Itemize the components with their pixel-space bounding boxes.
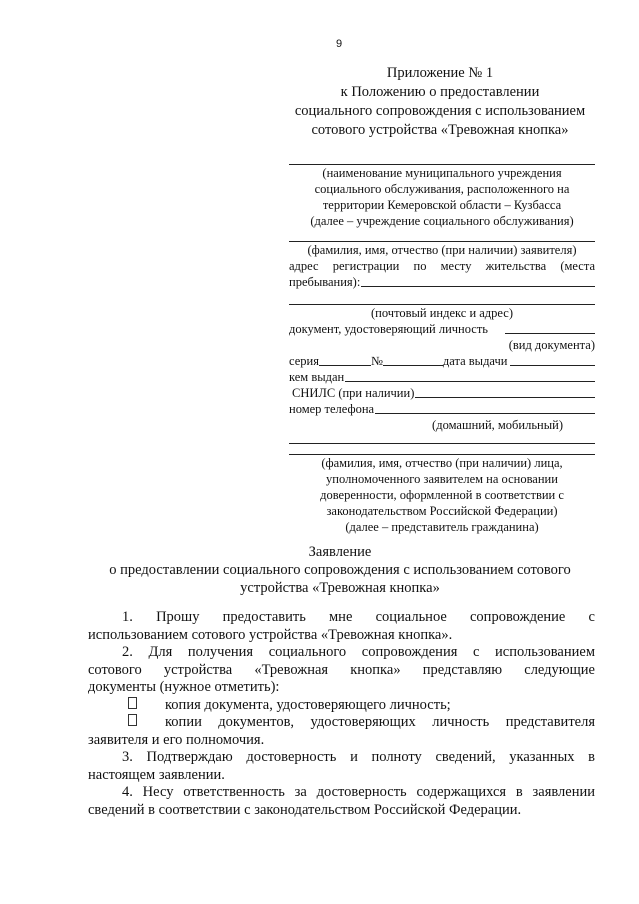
title-heading: Заявление <box>308 544 372 560</box>
address-label-cont: пребывания): <box>289 275 361 289</box>
document-title <box>60 543 620 597</box>
issue-date-field[interactable] <box>510 365 595 366</box>
checkbox-item-2[interactable] <box>88 714 595 732</box>
id-document-field[interactable] <box>505 333 595 334</box>
snils-label: СНИЛС (при наличии) <box>292 386 415 400</box>
phone-label: номер телефона <box>289 402 375 416</box>
series-label: серия <box>289 354 319 368</box>
title-line-3: устройства «Тревожная кнопка» <box>240 580 440 596</box>
checkbox-label-1: копия документа, удостоверяющего личность; <box>165 696 451 713</box>
representative-caption-2: уполномоченного заявителем на основании <box>326 472 558 486</box>
postal-caption: (почтовый индекс и адрес) <box>371 306 513 320</box>
representative-field-1[interactable] <box>289 433 595 444</box>
representative-caption-5: (далее – представитель гражданина) <box>345 520 539 534</box>
number-field[interactable] <box>383 365 443 366</box>
title-line-2: о предоставлении социального сопровождения с использованием сотового <box>109 562 571 578</box>
paragraph-1-line-1: 1. Прошу предоставить мне социальное сопровождение с <box>122 609 595 625</box>
phone-caption: (домашний, мобильный) <box>432 418 563 432</box>
paragraph-4-line-1: 4. Несу ответственность за достоверность содержащихся в заявлении <box>122 784 595 800</box>
representative-caption-4: законодательством Российской Федерации) <box>326 504 558 518</box>
paragraph-2-line-2: сотового устройства «Тревожная кнопка» представляю следующие <box>88 661 595 678</box>
applicant-name-field[interactable] <box>289 229 595 242</box>
applicant-caption: (фамилия, имя, отчество (при наличии) заявителя) <box>307 243 577 257</box>
institution-field[interactable] <box>289 150 595 165</box>
checkbox-icon[interactable] <box>128 697 137 709</box>
checkbox-label-2-cont: заявителя и его полномочия. <box>88 731 265 748</box>
appendix-line-3: социального сопровождения с использованием <box>294 103 586 119</box>
id-document-caption: (вид документа) <box>508 338 595 352</box>
address-label: адрес регистрации по месту жительства (места <box>289 259 595 273</box>
address-field-2[interactable] <box>289 290 595 305</box>
appendix-line-4: сотового устройства «Тревожная кнопка» <box>311 122 569 138</box>
number-label: № <box>370 354 383 368</box>
appendix-block <box>280 64 600 140</box>
representative-caption-3: доверенности, оформленной в соответствии с <box>320 488 564 502</box>
representative-field-2[interactable] <box>289 444 595 455</box>
paragraph-3-line-2: настоящем заявлении. <box>88 766 225 783</box>
paragraph-1-line-2: использованием сотового устройства «Тревожная кнопка». <box>88 626 453 643</box>
checkbox-item-1[interactable] <box>88 697 595 715</box>
series-field[interactable] <box>319 365 371 366</box>
issued-by-label: кем выдан <box>289 370 345 384</box>
issue-date-label: дата выдачи <box>442 354 508 368</box>
institution-caption-4: (далее – учреждение социального обслуживания) <box>310 214 574 228</box>
issued-by-field[interactable] <box>345 381 595 382</box>
paragraph-3-line-1: 3. Подтверждаю достоверность и полноту сведений, указанных в <box>122 749 595 765</box>
phone-field[interactable] <box>375 413 595 414</box>
appendix-line-1: Приложение № 1 <box>386 65 494 81</box>
appendix-line-2: к Положению о предоставлении <box>340 84 540 100</box>
checkbox-label-2: копии документов, удостоверяющих личность представителя <box>165 714 595 730</box>
page-number: 9 <box>336 38 343 50</box>
institution-caption-1: (наименование муниципального учреждения <box>322 166 562 180</box>
application-body <box>88 609 595 819</box>
application-header <box>289 150 595 535</box>
representative-caption-1: (фамилия, имя, отчество (при наличии) лица, <box>321 456 563 470</box>
institution-caption-2: социального обслуживания, расположенного на <box>314 182 570 196</box>
paragraph-2-line-3: документы (нужное отметить): <box>88 679 280 695</box>
id-document-label: документ, удостоверяющий личность <box>289 322 489 336</box>
checkbox-icon[interactable] <box>128 714 137 726</box>
institution-caption-3: территории Кемеровской области – Кузбасса <box>322 198 562 212</box>
snils-field[interactable] <box>415 397 595 398</box>
paragraph-4-line-2: сведений в соответствии с законодательством Российской Федерации. <box>88 801 522 818</box>
address-field[interactable] <box>361 286 595 287</box>
paragraph-2-line-1: 2. Для получения социального сопровождения с использованием <box>122 644 595 660</box>
